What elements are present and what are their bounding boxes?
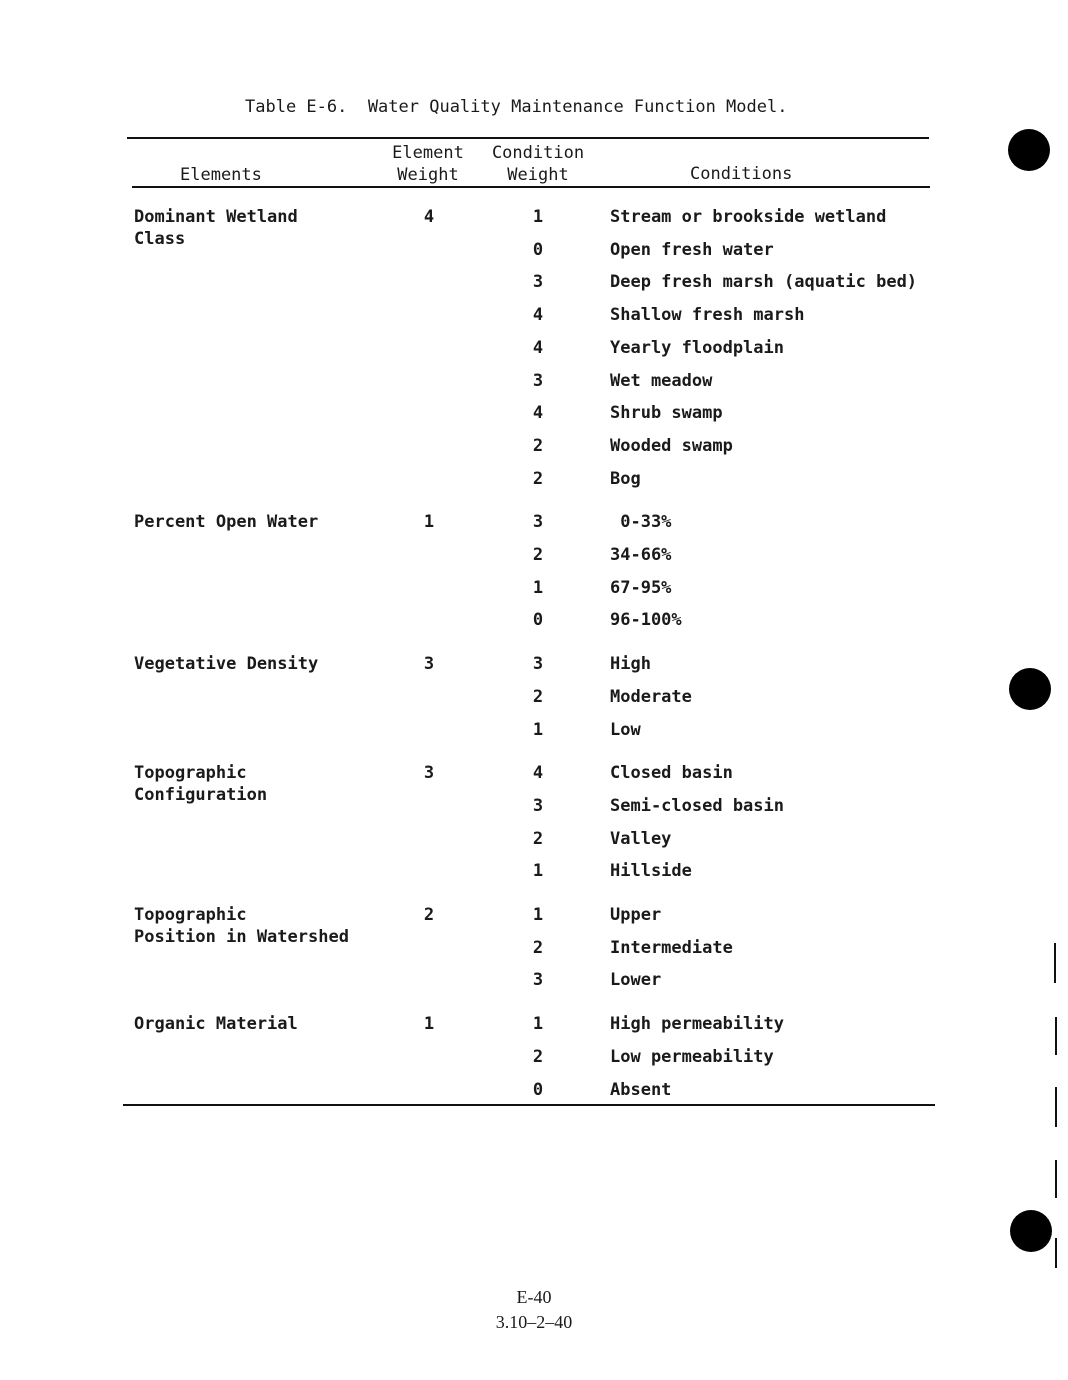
condition-label: 67-95% [610, 577, 672, 598]
condition-weight: 3 [532, 370, 544, 391]
condition-weight: 4 [532, 305, 544, 326]
element-weight: 1 [423, 1014, 435, 1035]
condition-weight: 0 [532, 239, 544, 260]
condition-weight: 2 [532, 1046, 544, 1067]
condition-label: Absent [610, 1079, 672, 1100]
element-weight: 3 [423, 654, 435, 675]
condition-weight: 3 [532, 654, 544, 675]
edge-mark [1055, 1160, 1057, 1198]
punch-hole-bottom [1010, 1210, 1052, 1252]
condition-label: Open fresh water [610, 239, 774, 260]
condition-label: Intermediate [610, 937, 733, 958]
condition-weight: 0 [532, 1079, 544, 1100]
condition-label: 96-100% [610, 610, 682, 631]
condition-label: High permeability [610, 1014, 784, 1035]
condition-weight: 2 [532, 545, 544, 565]
header-rule [132, 186, 930, 188]
edge-mark [1055, 1017, 1057, 1055]
edge-mark [1054, 943, 1056, 983]
element-name: Dominant Wetland Class [134, 207, 298, 249]
element-weight: 4 [423, 207, 435, 227]
element-name: Topographic Configuration [134, 763, 268, 806]
section-number: 3.10–2–40 [495, 1312, 573, 1332]
header-conditions: Conditions [690, 164, 793, 184]
condition-weight: 2 [532, 828, 544, 849]
condition-weight: 3 [532, 512, 544, 533]
condition-label: Semi-closed basin [610, 795, 784, 816]
page-number: E-40 [516, 1287, 552, 1307]
condition-weight: 1 [532, 905, 544, 925]
punch-hole-middle [1009, 668, 1051, 710]
element-name: Organic Material [134, 1014, 298, 1035]
edge-mark [1055, 1087, 1057, 1127]
condition-label: 34-66% [610, 545, 672, 565]
condition-label: Lower [610, 970, 662, 991]
condition-label: Low permeability [610, 1046, 774, 1067]
condition-label: Low [610, 719, 641, 740]
condition-label: Yearly floodplain [610, 337, 784, 358]
condition-weight: 3 [532, 795, 544, 816]
condition-label: Stream or brookside wetland [610, 207, 887, 227]
element-name: Topographic Position in Watershed [134, 905, 349, 947]
punch-hole-top [1008, 129, 1050, 171]
condition-weight: 3 [532, 970, 544, 991]
condition-weight: 1 [532, 1014, 544, 1035]
top-rule [127, 137, 929, 139]
edge-mark [1055, 1238, 1057, 1268]
condition-weight: 1 [532, 207, 544, 227]
header-condition-weight: Condition Weight [491, 143, 585, 185]
condition-weight: 4 [532, 763, 544, 784]
condition-weight: 1 [532, 577, 544, 598]
condition-weight: 0 [532, 610, 544, 631]
condition-weight: 1 [532, 861, 544, 882]
condition-label: Moderate [610, 686, 692, 707]
element-name: Percent Open Water [134, 512, 319, 533]
condition-label: Upper [610, 905, 662, 925]
condition-label: Shrub swamp [610, 403, 723, 424]
condition-weight: 1 [532, 719, 544, 740]
condition-weight: 4 [532, 337, 544, 358]
condition-label: Shallow fresh marsh [610, 305, 805, 326]
element-weight: 2 [423, 905, 435, 925]
condition-weight: 2 [532, 468, 544, 489]
element-weight: 3 [423, 763, 435, 784]
header-element-weight: Element Weight [392, 143, 464, 185]
condition-label: Valley [610, 828, 672, 849]
condition-label: Closed basin [610, 763, 733, 784]
header-elements: Elements [180, 165, 262, 185]
condition-label: Hillside [610, 861, 692, 882]
condition-weight: 2 [532, 435, 544, 456]
condition-label: Wet meadow [610, 370, 713, 391]
condition-label: Wooded swamp [610, 435, 733, 456]
condition-weight: 4 [532, 403, 544, 424]
bottom-rule [123, 1104, 935, 1106]
condition-weight: 3 [532, 272, 544, 293]
condition-label: High [610, 654, 651, 675]
element-name: Vegetative Density [134, 654, 319, 675]
condition-label: Bog [610, 468, 641, 489]
condition-weight: 2 [532, 937, 544, 958]
element-weight: 1 [423, 512, 435, 533]
condition-label: Deep fresh marsh (aquatic bed) [610, 272, 918, 293]
table-title: Table E-6. Water Quality Maintenance Function Model. [245, 97, 788, 117]
condition-label: 0-33% [610, 512, 672, 533]
condition-weight: 2 [532, 686, 544, 707]
